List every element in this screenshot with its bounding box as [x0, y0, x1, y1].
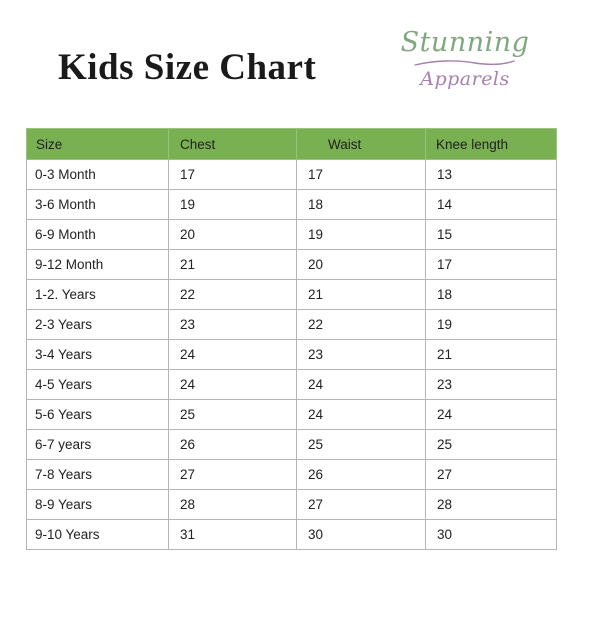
cell-chest: 24: [169, 370, 297, 400]
table-row: [27, 250, 557, 280]
table-row: [27, 310, 557, 340]
cell-chest: 25: [169, 400, 297, 430]
table-row: [27, 190, 557, 220]
cell-knee: 15: [426, 220, 557, 250]
cell-waist: 18: [297, 190, 426, 220]
table-row: [27, 280, 557, 310]
cell-size: 2-3 Years: [27, 310, 169, 340]
cell-chest: 19: [169, 190, 297, 220]
table-row: [27, 160, 557, 190]
cell-knee: 18: [426, 280, 557, 310]
cell-waist: 25: [297, 430, 426, 460]
table-row: [27, 430, 557, 460]
cell-waist: 20: [297, 250, 426, 280]
column-header-knee-length: Knee length: [426, 129, 557, 160]
cell-waist: 27: [297, 490, 426, 520]
page-title: Kids Size Chart: [58, 47, 317, 88]
cell-knee: 19: [426, 310, 557, 340]
cell-knee: 27: [426, 460, 557, 490]
table-row: [27, 220, 557, 250]
cell-chest: 20: [169, 220, 297, 250]
cell-size: 7-8 Years: [27, 460, 169, 490]
table-row: [27, 370, 557, 400]
cell-waist: 30: [297, 520, 426, 550]
cell-chest: 31: [169, 520, 297, 550]
cell-size: 4-5 Years: [27, 370, 169, 400]
cell-waist: 26: [297, 460, 426, 490]
cell-chest: 21: [169, 250, 297, 280]
table-row: [27, 340, 557, 370]
cell-waist: 21: [297, 280, 426, 310]
cell-chest: 22: [169, 280, 297, 310]
column-header-waist: Waist: [297, 129, 426, 160]
cell-size: 9-12 Month: [27, 250, 169, 280]
cell-knee: 17: [426, 250, 557, 280]
cell-waist: 22: [297, 310, 426, 340]
column-header-chest: Chest: [169, 129, 297, 160]
brand-logo: [400, 28, 530, 104]
cell-size: 5-6 Years: [27, 400, 169, 430]
document-header: [0, 0, 600, 110]
cell-knee: 28: [426, 490, 557, 520]
cell-knee: 23: [426, 370, 557, 400]
cell-size: 9-10 Years: [27, 520, 169, 550]
cell-chest: 17: [169, 160, 297, 190]
cell-waist: 17: [297, 160, 426, 190]
cell-knee: 21: [426, 340, 557, 370]
cell-knee: 13: [426, 160, 557, 190]
table-header: [27, 129, 557, 160]
cell-size: 1-2. Years: [27, 280, 169, 310]
table-header-row: [27, 129, 557, 160]
brand-logo-line2: Apparels: [420, 68, 510, 90]
cell-chest: 24: [169, 340, 297, 370]
cell-waist: 19: [297, 220, 426, 250]
size-chart-table: [26, 128, 557, 550]
cell-chest: 27: [169, 460, 297, 490]
cell-knee: 30: [426, 520, 557, 550]
table-row: [27, 460, 557, 490]
cell-chest: 23: [169, 310, 297, 340]
cell-waist: 23: [297, 340, 426, 370]
cell-size: 3-4 Years: [27, 340, 169, 370]
cell-chest: 26: [169, 430, 297, 460]
table-row: [27, 400, 557, 430]
cell-size: 3-6 Month: [27, 190, 169, 220]
brand-logo-line1: Stunning: [400, 27, 530, 58]
cell-size: 6-7 years: [27, 430, 169, 460]
cell-waist: 24: [297, 370, 426, 400]
cell-knee: 25: [426, 430, 557, 460]
cell-chest: 28: [169, 490, 297, 520]
column-header-size: Size: [27, 129, 169, 160]
table-body: [27, 160, 557, 550]
cell-size: 0-3 Month: [27, 160, 169, 190]
table-row: [27, 520, 557, 550]
cell-size: 6-9 Month: [27, 220, 169, 250]
cell-knee: 14: [426, 190, 557, 220]
table-row: [27, 490, 557, 520]
cell-size: 8-9 Years: [27, 490, 169, 520]
cell-waist: 24: [297, 400, 426, 430]
cell-knee: 24: [426, 400, 557, 430]
logo-swash-icon: [413, 59, 517, 68]
